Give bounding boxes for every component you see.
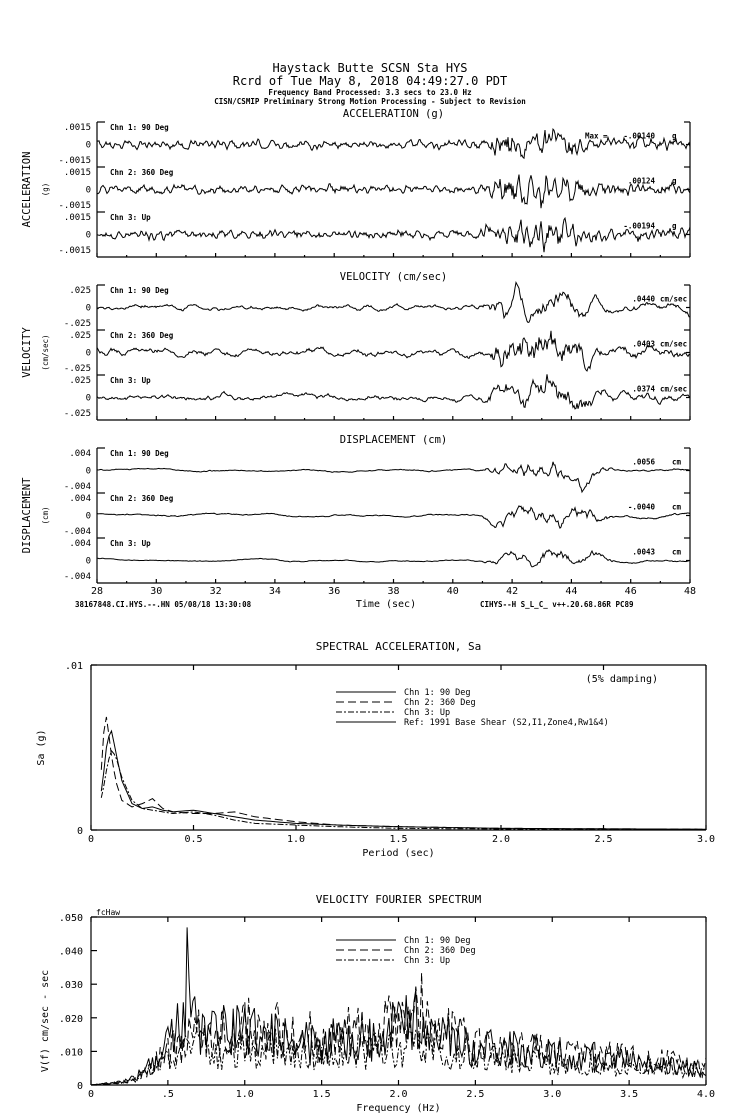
- legend-label: Ref: 1991 Base Shear (S2,I1,Zone4,Rw1&4): [404, 718, 609, 728]
- y-tick-label: -.004: [63, 482, 91, 492]
- y-tick-label: 0: [85, 185, 91, 196]
- x-tick-label: 2.0: [389, 1089, 408, 1100]
- y-tick-label: 0: [85, 466, 91, 477]
- peak-value: -.0040: [627, 502, 655, 512]
- peak-value: -.00194: [623, 221, 655, 231]
- y-tick-label: .025: [69, 331, 91, 341]
- y-tick-label: -.0015: [58, 201, 91, 211]
- time-tick-label: 48: [683, 586, 697, 597]
- y-axis-label: Sa (g): [36, 729, 47, 766]
- x-tick-label: 3.5: [620, 1089, 639, 1100]
- y-tick-label: .004: [69, 449, 91, 459]
- y-tick-label: 0: [76, 1081, 83, 1092]
- legend-label: Chn 2: 360 Deg: [404, 698, 476, 708]
- x-tick-label: 1.5: [312, 1089, 331, 1100]
- panel-yunit: (g): [41, 182, 50, 197]
- y-tick-label: .020: [58, 1013, 83, 1025]
- x-tick-label: 0.5: [184, 834, 203, 845]
- y-tick-label: .0015: [63, 168, 91, 178]
- y-tick-label: 0: [76, 826, 83, 837]
- legend-label: Chn 1: 90 Deg: [404, 936, 471, 946]
- x-tick-label: 1.0: [286, 834, 306, 845]
- channel-label: Chn 1: 90 Deg: [110, 286, 169, 295]
- y-tick-label: .025: [69, 376, 91, 386]
- chart-title: VELOCITY FOURIER SPECTRUM: [315, 893, 482, 906]
- channel-label: Chn 3: Up: [110, 213, 151, 222]
- peak-value: .0043: [632, 547, 655, 557]
- y-tick-label: .01: [64, 661, 83, 672]
- peak-value: -.00140: [623, 131, 655, 141]
- channel-label: Chn 1: 90 Deg: [110, 123, 169, 132]
- legend-label: Chn 1: 90 Deg: [404, 688, 471, 698]
- y-tick-label: -.025: [63, 319, 91, 329]
- peak-value: .0374: [632, 384, 655, 394]
- y-tick-label: 0: [85, 556, 91, 567]
- y-tick-label: .010: [58, 1047, 83, 1059]
- y-tick-label: .0015: [63, 123, 91, 133]
- y-tick-label: 0: [85, 140, 91, 151]
- x-tick-label: 2.0: [491, 834, 511, 845]
- y-tick-label: -.0015: [58, 246, 91, 256]
- y-tick-label: -.004: [63, 572, 91, 582]
- y-tick-label: -.025: [63, 364, 91, 374]
- software-version: CIHYS--H S_L_C_ v++.20.68.86R PC89: [480, 600, 634, 609]
- x-tick-label: 3.0: [543, 1089, 562, 1100]
- panel-ylabel: VELOCITY: [21, 327, 33, 378]
- panel-ylabel: DISPLACEMENT: [21, 477, 33, 554]
- peak-unit: g: [672, 131, 677, 141]
- panel-title: ACCELERATION (g): [342, 108, 445, 120]
- y-tick-label: -.025: [63, 409, 91, 419]
- x-tick-label: .5: [161, 1089, 174, 1100]
- peak-unit: g: [672, 221, 677, 231]
- peak-unit: cm/sec: [660, 339, 688, 349]
- peak-unit: cm: [672, 547, 682, 557]
- y-tick-label: -.004: [63, 527, 91, 537]
- y-tick-label: .004: [69, 539, 91, 549]
- time-tick-label: 42: [506, 586, 519, 597]
- x-tick-label: 0: [87, 1089, 95, 1100]
- peak-unit: g: [672, 176, 677, 186]
- processing-note: CISN/CSMIP Preliminary Strong Motion Processing - Subject to Revision: [214, 97, 526, 106]
- x-tick-label: 2.5: [594, 834, 613, 845]
- time-tick-label: 44: [565, 586, 578, 597]
- panel-title: DISPLACEMENT (cm): [339, 434, 448, 446]
- y-tick-label: .025: [69, 286, 91, 296]
- y-tick-label: 0: [85, 511, 91, 522]
- panel-ylabel: ACCELERATION: [21, 151, 33, 228]
- record-time: Rcrd of Tue May 8, 2018 04:49:27.0 PDT: [232, 74, 508, 88]
- x-tick-label: 0: [87, 834, 95, 845]
- time-tick-label: 40: [446, 586, 459, 597]
- peak-value: .0403: [632, 339, 655, 349]
- y-tick-label: .050: [58, 913, 83, 924]
- time-tick-label: 38: [387, 586, 400, 597]
- chart-title: SPECTRAL ACCELERATION, Sa: [315, 640, 482, 653]
- x-tick-label: 4.0: [696, 1089, 716, 1100]
- x-axis-label: Period (sec): [362, 848, 435, 859]
- y-tick-label: 0: [85, 393, 91, 404]
- max-label: Max =: [585, 131, 608, 141]
- frequency-band: Frequency Band Processed: 3.3 secs to 23.0 Hz: [268, 88, 472, 97]
- panel-yunit: (cm): [41, 506, 50, 525]
- x-axis-label: Frequency (Hz): [356, 1103, 441, 1114]
- legend-label: Chn 3: Up: [404, 956, 451, 966]
- time-tick-label: 36: [328, 586, 341, 597]
- time-tick-label: 34: [268, 586, 281, 597]
- x-tick-label: 1.0: [235, 1089, 254, 1100]
- y-tick-label: 0: [85, 230, 91, 241]
- corner-tag: fcHaw: [96, 908, 121, 917]
- y-tick-label: -.0015: [58, 156, 91, 166]
- y-tick-label: 0: [85, 303, 91, 314]
- time-axis-label: Time (sec): [355, 599, 417, 610]
- peak-value: .0056: [632, 457, 655, 467]
- channel-label: Chn 2: 360 Deg: [110, 494, 174, 503]
- peak-unit: cm: [672, 457, 682, 467]
- peak-value: .0440: [632, 294, 655, 304]
- panel-title: VELOCITY (cm/sec): [339, 271, 448, 283]
- station-title: Haystack Butte SCSN Sta HYS: [272, 61, 468, 75]
- x-tick-label: 3.0: [696, 834, 716, 845]
- time-tick-label: 46: [624, 586, 637, 597]
- time-tick-label: 28: [90, 586, 104, 597]
- y-tick-label: 0: [85, 348, 91, 359]
- record-id: 38167848.CI.HYS.--.HN 05/08/18 13:30:08: [75, 600, 252, 609]
- y-tick-label: .030: [58, 980, 83, 992]
- y-tick-label: .0015: [63, 213, 91, 223]
- y-axis-label: V(f) cm/sec - sec: [40, 969, 51, 1073]
- peak-unit: cm: [672, 502, 682, 512]
- channel-label: Chn 3: Up: [110, 539, 151, 548]
- x-tick-label: 2.5: [466, 1089, 485, 1100]
- y-tick-label: .004: [69, 494, 91, 504]
- damping-note: (5% damping): [585, 674, 658, 685]
- channel-label: Chn 2: 360 Deg: [110, 331, 174, 340]
- y-tick-label: .040: [58, 946, 83, 958]
- time-tick-label: 32: [209, 586, 222, 597]
- channel-label: Chn 2: 360 Deg: [110, 168, 174, 177]
- time-tick-label: 30: [150, 586, 163, 597]
- peak-unit: cm/sec: [660, 294, 688, 304]
- channel-label: Chn 1: 90 Deg: [110, 449, 169, 458]
- panel-yunit: (cm/sec): [41, 334, 50, 371]
- channel-label: Chn 3: Up: [110, 376, 151, 385]
- peak-unit: cm/sec: [660, 384, 688, 394]
- legend-label: Chn 3: Up: [404, 708, 451, 718]
- x-tick-label: 1.5: [389, 834, 408, 845]
- legend-label: Chn 2: 360 Deg: [404, 946, 476, 956]
- peak-value: .00124: [627, 176, 655, 186]
